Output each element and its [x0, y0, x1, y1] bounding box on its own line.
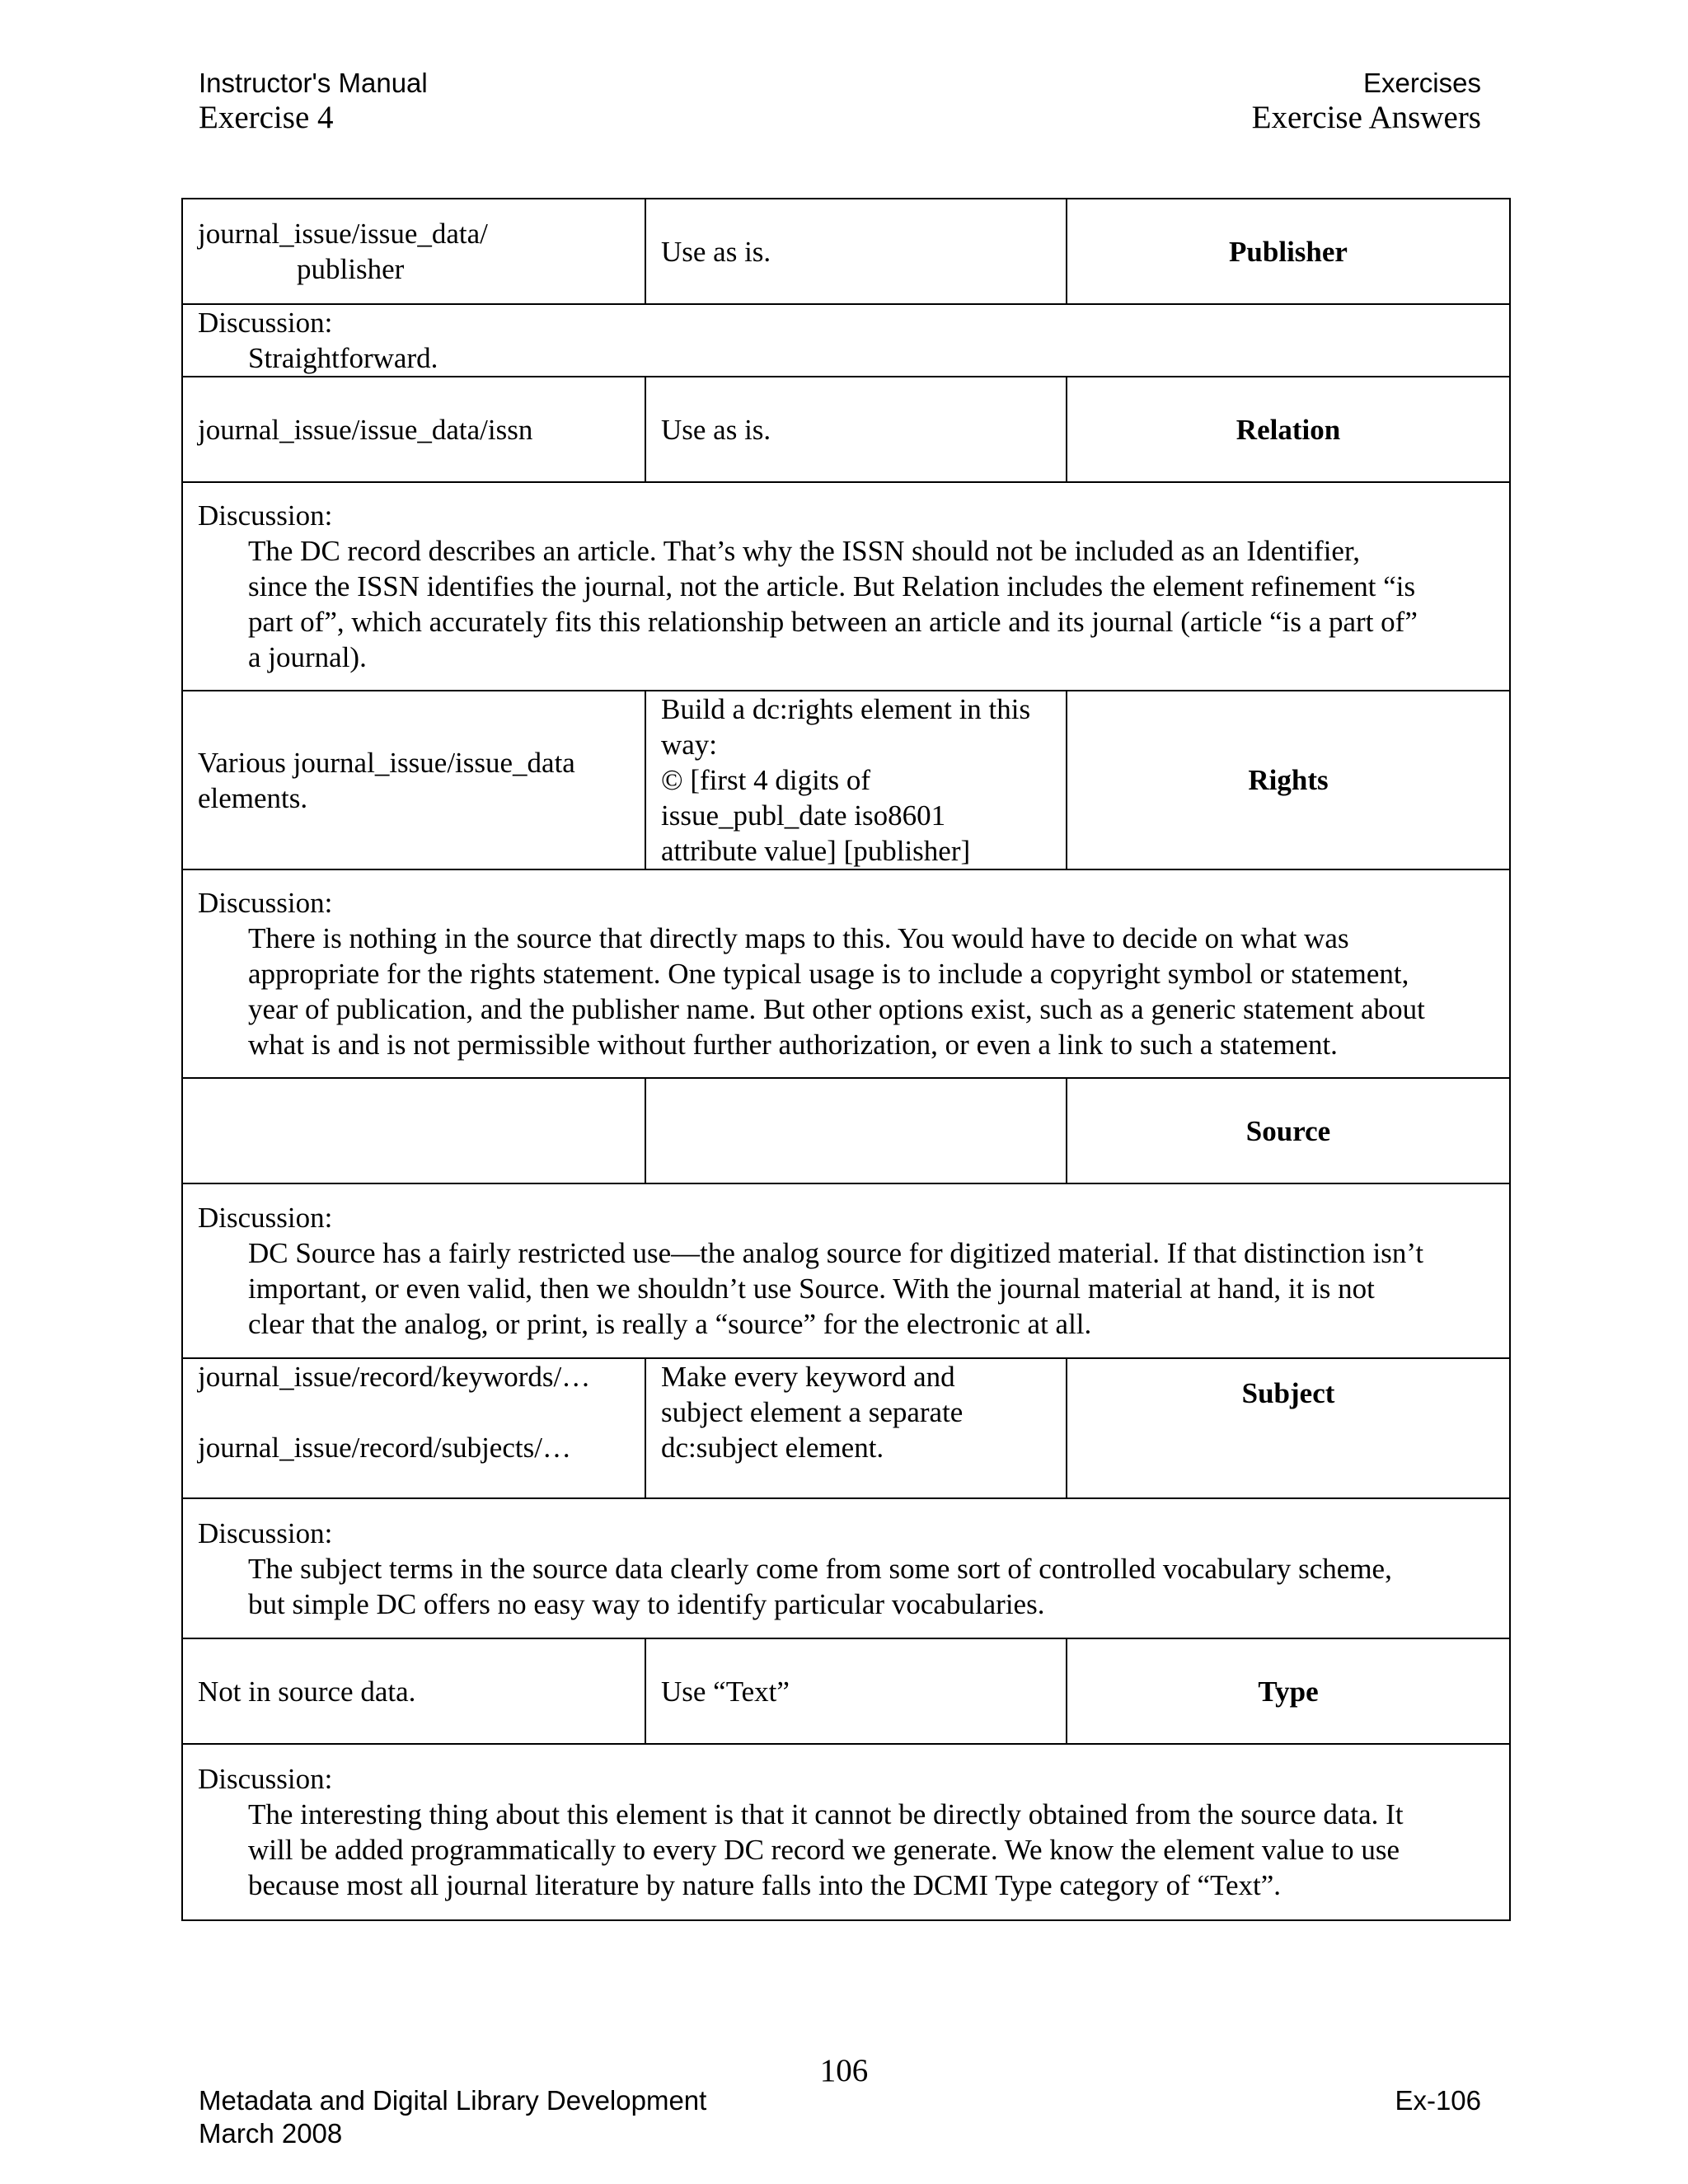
footer-course-title: Metadata and Digital Library Development [199, 2085, 707, 2116]
source-line: journal_issue/record/subjects/… [198, 1432, 571, 1464]
rule-line: dc:subject element. [661, 1432, 884, 1464]
rule-line: attribute value] [publisher] [661, 835, 971, 867]
discussion-line: The interesting thing about this element is that it cannot be directly obtained from the source data. It [248, 1798, 1404, 1830]
rule-cell [645, 199, 1067, 304]
dc-element-cell: Publisher [1067, 199, 1510, 304]
mapping-row [182, 691, 1510, 869]
source-line: journal_issue/issue_data/issn [198, 413, 533, 446]
rule-line: Use as is. [661, 235, 771, 268]
rule-line: Use as is. [661, 413, 771, 446]
mapping-row [182, 1078, 1510, 1183]
source-line: journal_issue/record/keywords/… [198, 1361, 591, 1393]
discussion-line: but simple DC offers no easy way to identify particular vocabularies. [248, 1587, 1045, 1620]
rule-cell [645, 1078, 1067, 1183]
dc-element-cell: Relation [1067, 377, 1510, 482]
mapping-row [182, 1358, 1510, 1498]
discussion-row [182, 304, 1510, 377]
rule-line: Make every keyword and [661, 1361, 955, 1393]
source-line: Not in source data. [198, 1675, 416, 1708]
rule-line: subject element a separate [661, 1396, 964, 1428]
rule-line: way: [661, 729, 718, 761]
source-cell [182, 691, 645, 869]
source-line: elements. [198, 781, 308, 814]
dc-element-cell: Subject [1067, 1358, 1510, 1498]
discussion-line: The subject terms in the source data clearly come from some sort of controlled vocabulary scheme, [248, 1552, 1392, 1585]
dc-element-cell: Rights [1067, 691, 1510, 869]
discussion-row [182, 1183, 1510, 1358]
discussion-line: part of”, which accurately fits this relationship between an article and its journal (article “is a part of” [248, 606, 1418, 638]
discussion-label: Discussion: [198, 307, 333, 339]
discussion-label: Discussion: [198, 887, 333, 919]
source-cell [182, 1358, 645, 1498]
discussion-line: clear that the analog, or print, is really a “source” for the electronic at all. [248, 1308, 1092, 1340]
discussion-row [182, 1744, 1510, 1920]
discussion-line: year of publication, and the publisher name. But other options exist, such as a generic statement about [248, 993, 1425, 1025]
dc-element-cell: Type [1067, 1638, 1510, 1744]
source-cell [182, 1078, 645, 1183]
rule-line: © [first 4 digits of [661, 764, 871, 796]
header-section-subtitle: Exercise Answers [1251, 100, 1481, 135]
footer-date: March 2008 [199, 2118, 343, 2149]
discussion-cell [182, 1744, 1510, 1920]
discussion-row [182, 482, 1510, 691]
page-number: 106 [819, 2053, 869, 2088]
source-cell [182, 377, 645, 482]
rule-cell [645, 377, 1067, 482]
discussion-cell [182, 1183, 1510, 1358]
discussion-line: appropriate for the rights statement. One typical usage is to include a copyright symbol or statement, [248, 958, 1409, 990]
footer-page-code: Ex-106 [1395, 2085, 1481, 2116]
rule-cell [645, 1638, 1067, 1744]
discussion-line: because most all journal literature by nature falls into the DCMI Type category of “Text”. [248, 1869, 1282, 1901]
discussion-cell [182, 869, 1510, 1078]
rule-line: Build a dc:rights element in this [661, 693, 1031, 725]
discussion-line: a journal). [248, 641, 367, 673]
discussion-text [198, 340, 1494, 376]
discussion-line: Straightforward. [248, 342, 438, 374]
discussion-row [182, 1498, 1510, 1638]
source-line [198, 1394, 630, 1430]
header-exercise-number: Exercise 4 [199, 100, 334, 135]
discussion-text [198, 1551, 1494, 1622]
discussion-text [198, 1797, 1494, 1903]
source-cell [182, 199, 645, 304]
discussion-cell [182, 304, 1510, 377]
discussion-text [198, 1235, 1494, 1342]
source-line: Various journal_issue/issue_data [198, 746, 575, 779]
discussion-label: Discussion: [198, 1516, 333, 1549]
header-section-title: Exercises [1362, 68, 1481, 98]
source-line: journal_issue/issue_data/ [198, 218, 488, 250]
discussion-line: There is nothing in the source that directly maps to this. You would have to decide on what was [248, 922, 1349, 954]
discussion-line: will be added programmatically to every DC record we generate. We know the element value to use [248, 1834, 1400, 1866]
discussion-text [198, 533, 1494, 675]
rule-line: issue_publ_date iso8601 [661, 799, 946, 832]
mapping-row [182, 377, 1510, 482]
discussion-line: The DC record describes an article. That’s why the ISSN should not be included as an Identifier, [248, 535, 1360, 567]
mapping-table [181, 198, 1511, 1921]
mapping-row [182, 1638, 1510, 1744]
discussion-row [182, 869, 1510, 1078]
discussion-text [198, 921, 1494, 1062]
discussion-label: Discussion: [198, 1763, 333, 1795]
discussion-label: Discussion: [198, 1202, 333, 1234]
mapping-row [182, 199, 1510, 304]
discussion-line: since the ISSN identifies the journal, not the article. But Relation includes the element refinement “is [248, 570, 1416, 602]
discussion-line: what is and is not permissible without further authorization, or even a link to such a statement. [248, 1029, 1338, 1061]
discussion-cell [182, 482, 1510, 691]
discussion-cell [182, 1498, 1510, 1638]
source-cell [182, 1638, 645, 1744]
discussion-line: important, or even valid, then we shouldn’t use Source. With the journal material at hand, it is not [248, 1272, 1375, 1305]
discussion-line: DC Source has a fairly restricted use—the analog source for digitized material. If that distinction isn’t [248, 1237, 1424, 1269]
rule-cell [645, 1358, 1067, 1498]
source-line: publisher [297, 253, 405, 285]
discussion-label: Discussion: [198, 499, 333, 532]
rule-line: Use “Text” [661, 1675, 790, 1708]
rule-cell [645, 691, 1067, 869]
dc-element-cell: Source [1067, 1078, 1510, 1183]
header-manual-title: Instructor's Manual [199, 68, 428, 98]
